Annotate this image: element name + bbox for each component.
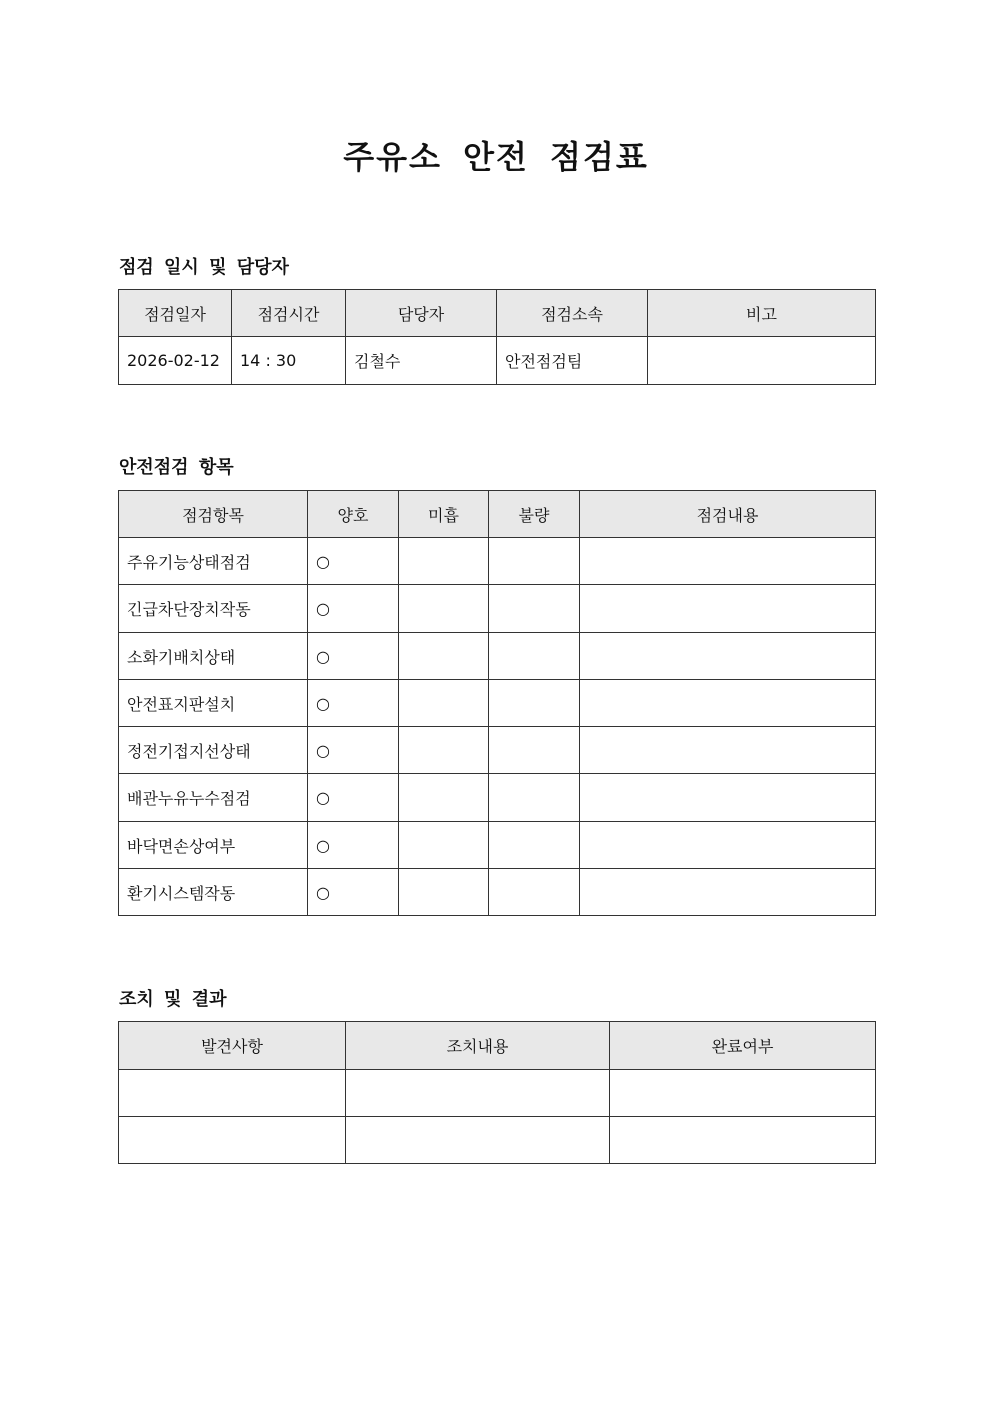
item-name-cell: 정전기접지선상태 — [119, 727, 308, 774]
item-name-cell: 주유기능상태점검 — [119, 538, 308, 585]
details-cell[interactable] — [580, 869, 876, 916]
insufficient-cell[interactable] — [399, 822, 489, 869]
header-cell: 점검내용 — [580, 491, 876, 538]
checklist-row — [119, 822, 876, 869]
checklist-table — [118, 490, 876, 916]
item-name-cell: 안전표지판설치 — [119, 680, 308, 727]
details-cell[interactable] — [580, 774, 876, 822]
checklist-header-row — [119, 491, 876, 538]
action-table — [118, 1021, 876, 1164]
department-cell[interactable]: 안전점검팀 — [497, 337, 648, 385]
poor-cell[interactable] — [489, 680, 580, 727]
finding-cell[interactable] — [119, 1117, 346, 1164]
checklist-row — [119, 680, 876, 727]
item-name-cell: 환기시스템작동 — [119, 869, 308, 916]
good-cell[interactable]: ○ — [308, 774, 399, 822]
insufficient-cell[interactable] — [399, 774, 489, 822]
poor-cell[interactable] — [489, 633, 580, 680]
checklist-row — [119, 727, 876, 774]
document-title: 주유소 안전 점검표 — [343, 138, 649, 176]
checklist-row — [119, 869, 876, 916]
insufficient-cell[interactable] — [399, 727, 489, 774]
poor-cell[interactable] — [489, 585, 580, 633]
insufficient-cell[interactable] — [399, 633, 489, 680]
insufficient-cell[interactable] — [399, 585, 489, 633]
schedule-header-row — [119, 290, 876, 337]
insufficient-cell[interactable] — [399, 869, 489, 916]
header-cell: 조치내용 — [346, 1022, 610, 1070]
remarks-cell[interactable] — [648, 337, 876, 385]
insufficient-cell[interactable] — [399, 538, 489, 585]
completion-cell[interactable] — [610, 1117, 876, 1164]
good-cell[interactable]: ○ — [308, 633, 399, 680]
poor-cell[interactable] — [489, 774, 580, 822]
header-cell: 발견사항 — [119, 1022, 346, 1070]
header-cell: 완료여부 — [610, 1022, 876, 1070]
poor-cell[interactable] — [489, 538, 580, 585]
header-cell: 담당자 — [346, 290, 497, 337]
poor-cell[interactable] — [489, 822, 580, 869]
item-name-cell: 긴급차단장치작동 — [119, 585, 308, 633]
header-cell: 미흡 — [399, 491, 489, 538]
action-cell[interactable] — [346, 1070, 610, 1117]
poor-cell[interactable] — [489, 727, 580, 774]
finding-cell[interactable] — [119, 1070, 346, 1117]
checklist-row — [119, 633, 876, 680]
item-name-cell: 바닥면손상여부 — [119, 822, 308, 869]
schedule-table — [118, 289, 876, 385]
header-cell: 점검시간 — [232, 290, 346, 337]
details-cell[interactable] — [580, 680, 876, 727]
details-cell[interactable] — [580, 727, 876, 774]
section-heading-schedule: 점검 일시 및 담당자 — [119, 257, 289, 278]
good-cell[interactable]: ○ — [308, 727, 399, 774]
item-name-cell: 배관누유누수점검 — [119, 774, 308, 822]
details-cell[interactable] — [580, 585, 876, 633]
action-row — [119, 1070, 876, 1117]
details-cell[interactable] — [580, 538, 876, 585]
good-cell[interactable]: ○ — [308, 822, 399, 869]
good-cell[interactable]: ○ — [308, 680, 399, 727]
poor-cell[interactable] — [489, 869, 580, 916]
details-cell[interactable] — [580, 822, 876, 869]
header-cell: 점검항목 — [119, 491, 308, 538]
header-cell: 점검소속 — [497, 290, 648, 337]
action-header-row — [119, 1022, 876, 1070]
header-cell: 비고 — [648, 290, 876, 337]
details-cell[interactable] — [580, 633, 876, 680]
schedule-data-row — [119, 337, 876, 385]
header-cell: 양호 — [308, 491, 399, 538]
checklist-row — [119, 774, 876, 822]
section-heading-actions: 조치 및 결과 — [119, 989, 227, 1010]
checklist-row — [119, 585, 876, 633]
good-cell[interactable]: ○ — [308, 869, 399, 916]
item-name-cell: 소화기배치상태 — [119, 633, 308, 680]
inspection-time-cell[interactable]: 14 : 30 — [232, 337, 346, 385]
action-cell[interactable] — [346, 1117, 610, 1164]
completion-cell[interactable] — [610, 1070, 876, 1117]
inspector-cell[interactable]: 김철수 — [346, 337, 497, 385]
insufficient-cell[interactable] — [399, 680, 489, 727]
checklist-row — [119, 538, 876, 585]
action-row — [119, 1117, 876, 1164]
inspection-date-cell[interactable]: 2026-02-12 — [119, 337, 232, 385]
header-cell: 불량 — [489, 491, 580, 538]
section-heading-items: 안전점검 항목 — [119, 457, 234, 478]
good-cell[interactable]: ○ — [308, 538, 399, 585]
good-cell[interactable]: ○ — [308, 585, 399, 633]
header-cell: 점검일자 — [119, 290, 232, 337]
